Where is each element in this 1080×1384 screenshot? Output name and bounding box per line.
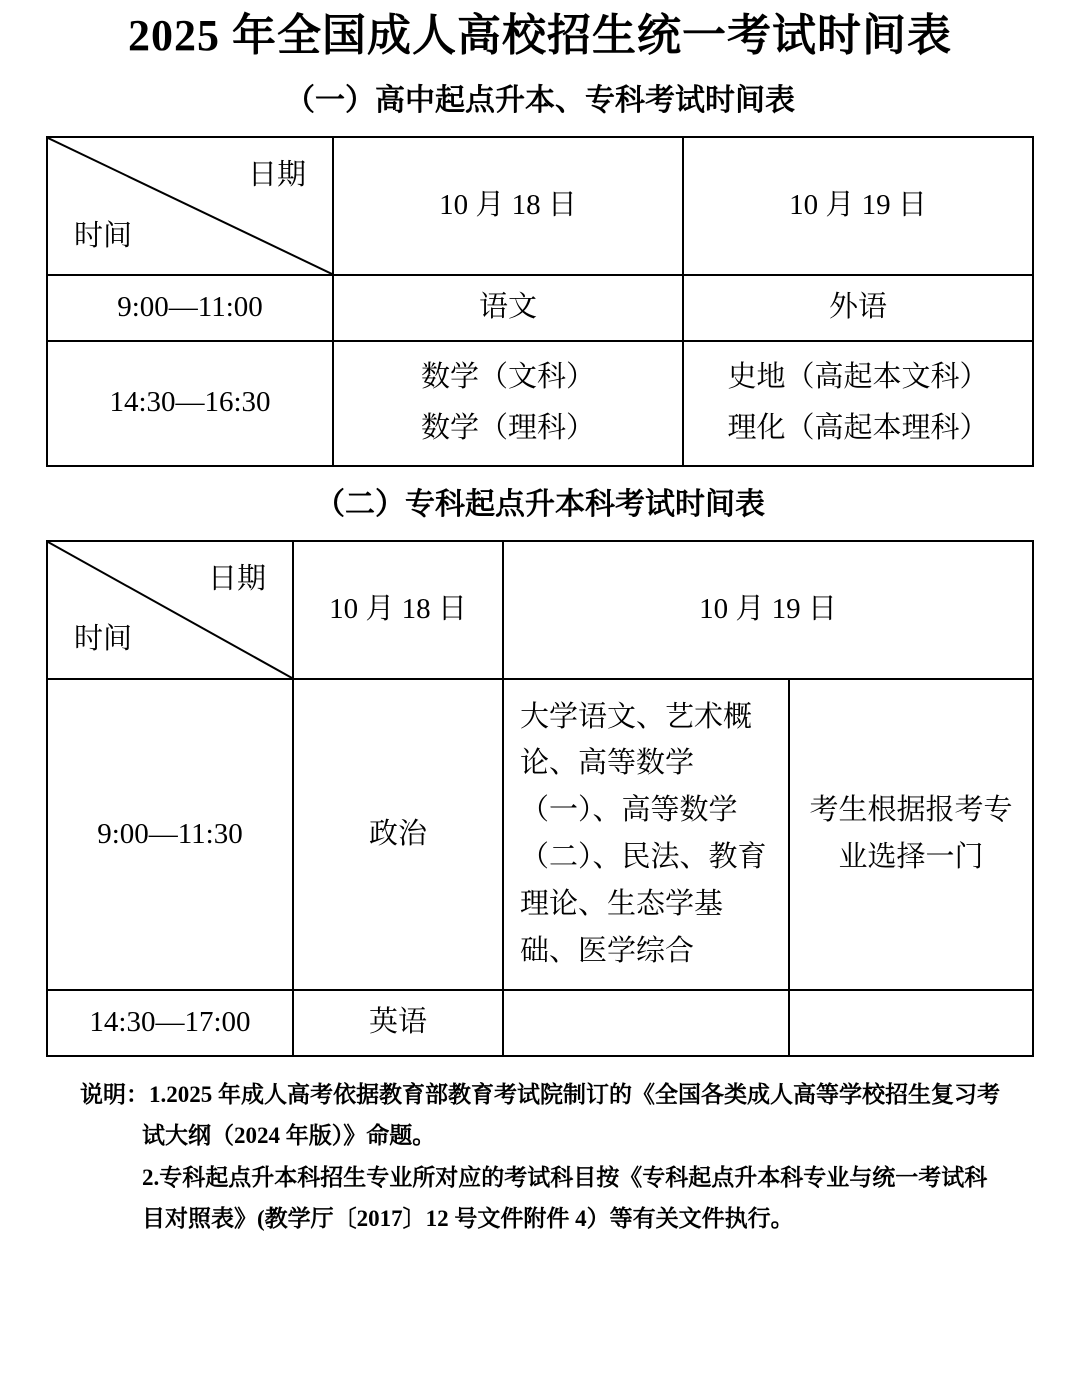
time-slot-cell: 9:00—11:00	[47, 275, 333, 341]
subject-list-cell	[503, 990, 789, 1056]
subject-line: 数学（理科）	[420, 412, 595, 444]
section-2-heading: （二）专科起点升本科考试时间表	[315, 487, 765, 521]
time-slot-cell: 14:30—17:00	[47, 990, 293, 1056]
date-time-header-cell	[47, 541, 293, 679]
table-row	[47, 275, 1033, 341]
subject-choice-note-cell: 考生根据报考专业选择一门	[789, 679, 1033, 991]
table-header-row	[47, 137, 1033, 275]
date-label: 日期	[247, 159, 306, 191]
subject-line: 数学（文科）	[420, 360, 595, 393]
subject-line: 史地（高起本文科）	[727, 360, 989, 393]
subject-cell: 英语	[293, 990, 503, 1056]
note-line: 2.专科起点升本科招生专业所对应的考试科目按《专科起点升本科专业与统一考试科	[142, 1164, 988, 1190]
subject-cell: 外语	[683, 275, 1033, 341]
section-1-heading: （一）高中起点升本、专科考试时间表	[285, 84, 795, 117]
time-slot-cell: 9:00—11:30	[47, 679, 293, 991]
subject-cell: 政治	[293, 679, 503, 991]
subject-line: 理化（高起本理科）	[727, 412, 989, 444]
note-line: 试大纲（2024 年版）》命题。	[142, 1123, 436, 1149]
document-page	[0, 8, 1080, 1384]
table-header-row	[47, 541, 1033, 679]
day1-header: 10 月 18 日	[293, 541, 503, 679]
exam-schedule-table-1	[46, 136, 1034, 467]
exam-schedule-table-2	[46, 540, 1034, 1057]
page-title: 2025 年全国成人高校招生统一考试时间表	[128, 11, 952, 60]
time-label: 时间	[74, 219, 133, 252]
subject-cell	[333, 341, 683, 466]
day1-header: 10 月 18 日	[333, 137, 683, 275]
day2-header: 10 月 19 日	[683, 137, 1033, 275]
notes-section	[80, 1075, 1000, 1239]
time-label: 时间	[73, 623, 132, 655]
subject-list-cell: 大学语文、艺术概论、高等数学（一）、高等数学（二）、民法、教育理论、生态学基础、医学综合	[503, 679, 789, 991]
subject-choice-note-cell	[789, 990, 1033, 1056]
date-time-header-cell	[47, 137, 333, 275]
table-row	[47, 679, 1033, 991]
day2-header: 10 月 19 日	[503, 541, 1033, 679]
date-label: 日期	[207, 562, 266, 595]
subject-cell	[683, 341, 1033, 466]
table-row	[47, 990, 1033, 1056]
subject-cell: 语文	[333, 275, 683, 341]
note-line: 目对照表》(教学厅〔2017〕12 号文件附件 4）等有关文件执行。	[142, 1206, 794, 1232]
time-slot-cell: 14:30—16:30	[47, 341, 333, 466]
note-line: 说明：1.2025 年成人高考依据教育部教育考试院制订的《全国各类成人高等学校招生复习考	[80, 1081, 1000, 1107]
table-row	[47, 341, 1033, 466]
